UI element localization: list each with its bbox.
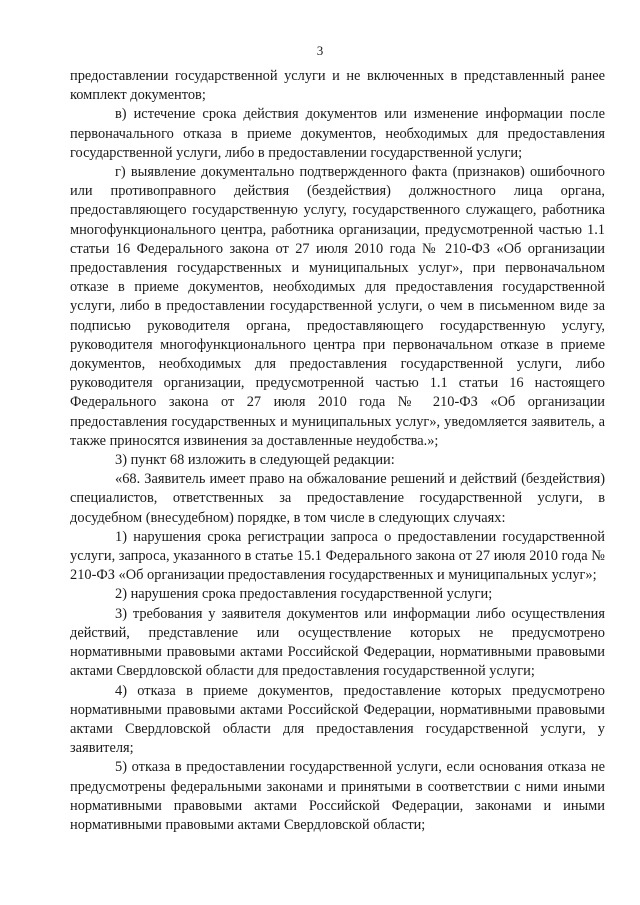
paragraph-case-2: 2) нарушения срока предоставления государственной услуги; (115, 586, 493, 603)
document-body (70, 67, 605, 835)
paragraph-amendment-3: 3) пункт 68 изложить в следующей редакции: (115, 452, 395, 469)
paragraph-case-1: 1) нарушения срока регистрации запроса о предоставлении государственной услуги, запроса, указанного в статье 15.1 Федерального закона от 27 июля 2010 года № 210-ФЗ «Об организации предоставления государственных и муниципальных услуг»; (70, 528, 605, 584)
paragraph-case-3: 3) требования у заявителя документов или информации либо осуществления действий, представление или осуществление которых не предусмотрено нормативными правовыми актами Российской Федерации, нормативными правовыми актами Свердловской области для предоставления государственной услуги; (70, 605, 605, 680)
paragraph-continuation: предоставлении государственной услуги и не включенных в представленный ранее комплект документов; (70, 68, 605, 104)
paragraph-item-v: в) истечение срока действия документов или изменение информации после первоначального отказа в приеме документов, необходимых для предоставления государственной услуги, либо в предоставлении государственной услуги; (70, 106, 605, 161)
paragraph-case-4: 4) отказа в приеме документов, предоставление которых предусмотрено нормативными правовыми актами Российской Федерации, нормативными правовыми актами Свердловской области для предоставления государственной услуги, у заявителя; (70, 682, 605, 757)
paragraph-clause-68: «68. Заявитель имеет право на обжалование решений и действий (бездействия) специалистов, ответственных за предоставление государственной услуги, в досудебном (внесудебном) порядке, в том числе в следующих случаях: (70, 471, 605, 526)
paragraph-item-g: г) выявление документально подтвержденного факта (признаков) ошибочного или противоправного действия (бездействия) должностного лица органа, предоставляющего государственную услугу, государственного служащего, работника многофункционального центра, работника организации, предусмотренной частью 1.1 статьи 16 Федерального закона от 27 июля 2010 года № 210-ФЗ «Об организации предоставления государственных и муниципальных услуг», при первоначальном отказе в приеме документов, необходимых для предоставления государственной услуги, либо в предоставлении государственной услуги, о чем в письменном виде за подписью руководителя органа, предоставляющего государственную услугу, руководителя многофункционального центра при первоначальном отказе в приеме документов, необходимых для предоставления государственной услуги, либо руководителя организации, предусмотренной частью 1.1 статьи 16 настоящего Федерального закона от 27 июля 2010 года № 210-ФЗ «Об организации предоставления государственных и муниципальных услуг», уведомляется заявитель, а также приносятся извинения за доставленные неудобства.»; (70, 164, 605, 449)
paragraph-case-5: 5) отказа в предоставлении государственной услуги, если основания отказа не предусмотрены федеральными законами и принятыми в соответствии с ними иными нормативными правовыми актами Российской Федерации, законами и иными нормативными правовыми актами Свердловской области; (70, 759, 605, 833)
page-number: 3 (316, 43, 324, 58)
